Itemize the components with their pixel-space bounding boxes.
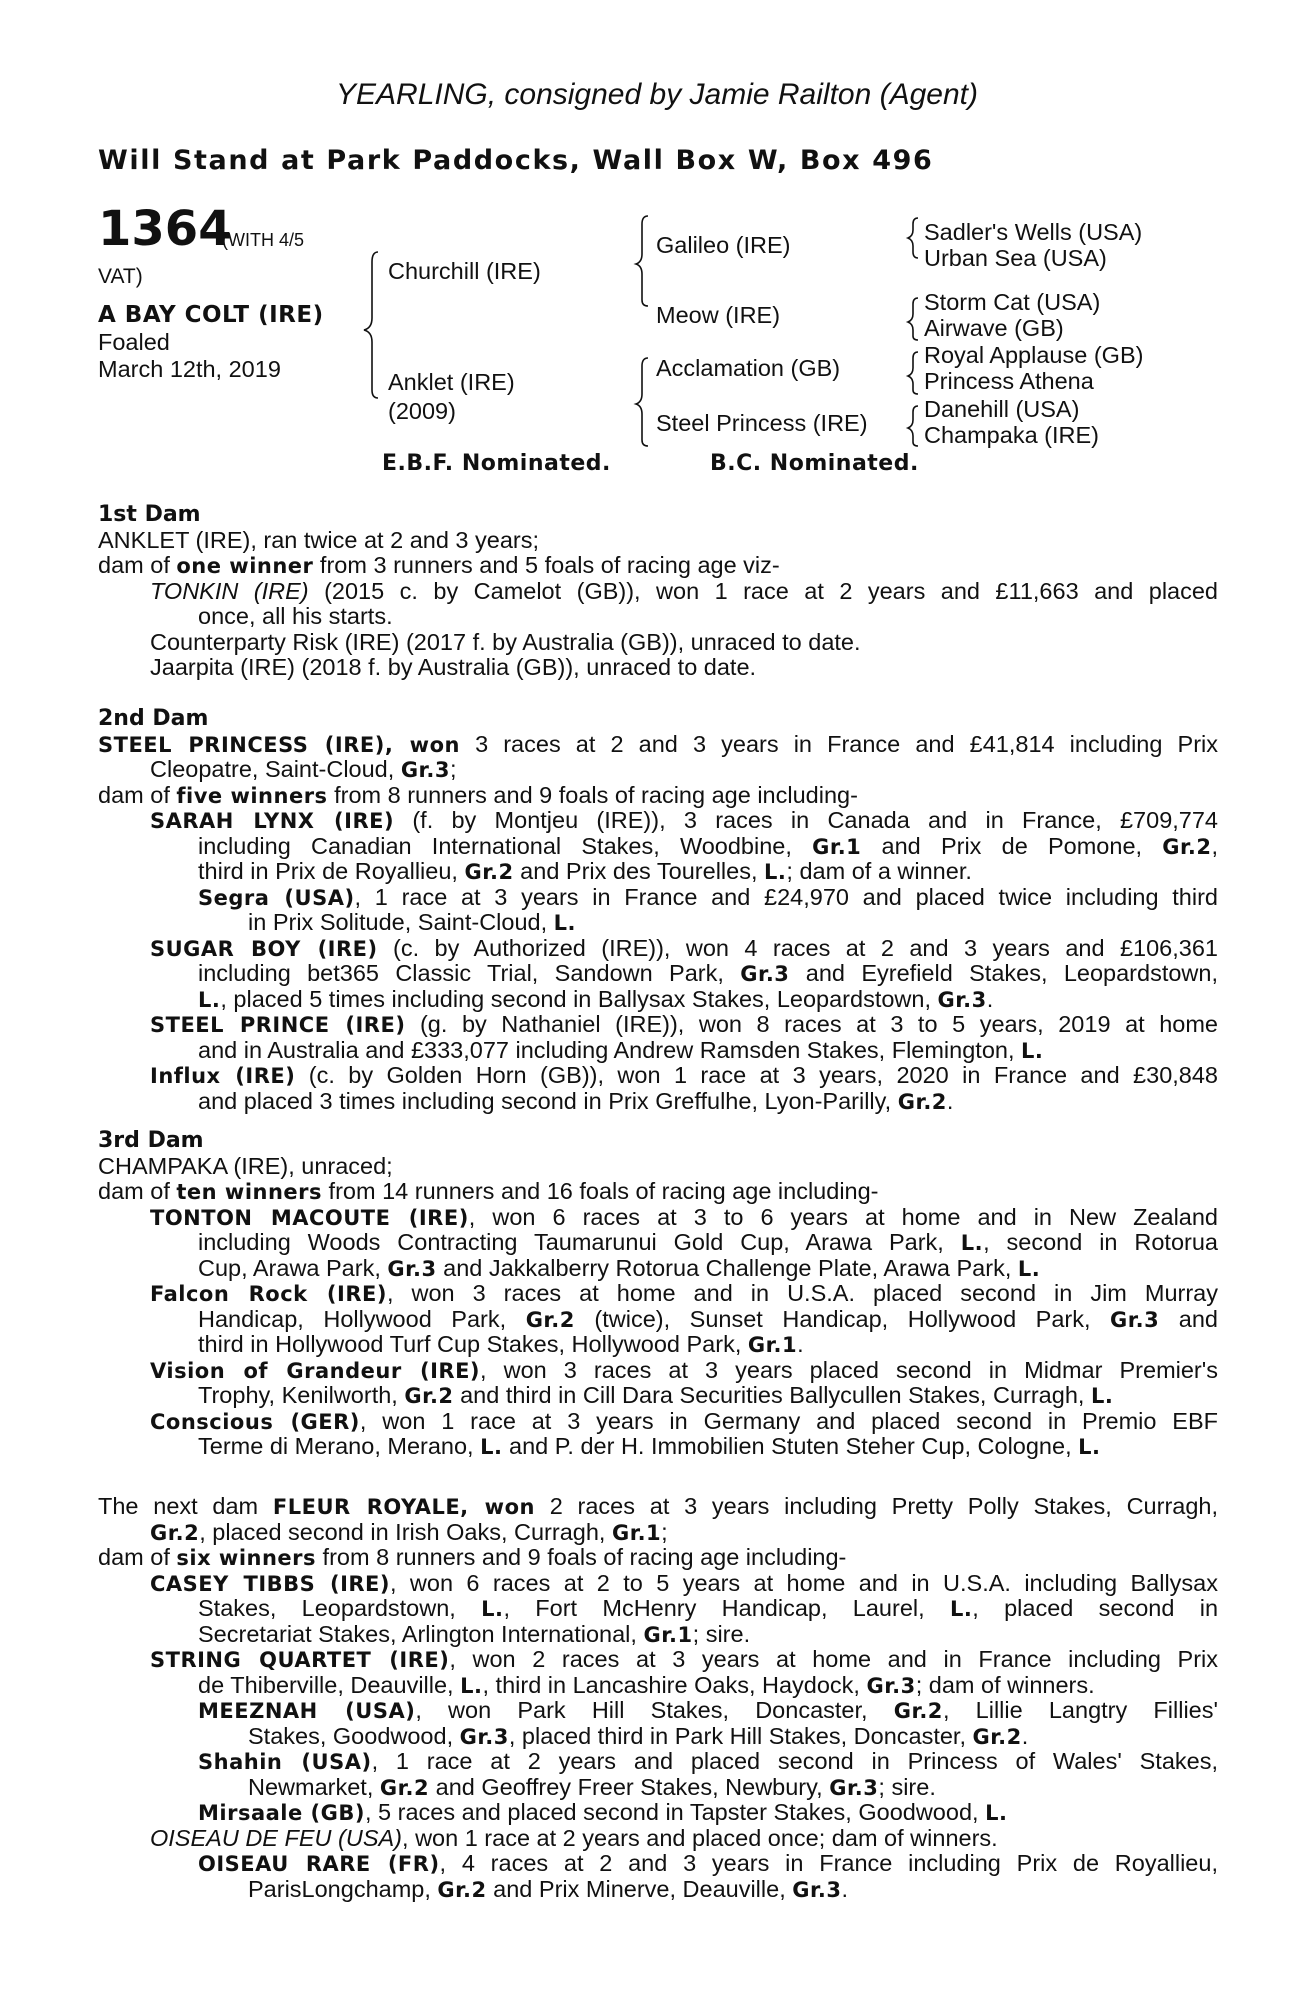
produce-line: including Canadian International Stakes, Woodbine, Gr.1 and Prix de Pomone, Gr.2, <box>198 832 1218 859</box>
produce-line: third in Prix de Royallieu, Gr.2 and Prix des Tourelles, L.; dam of a winner. <box>198 858 972 884</box>
second-dam-line: Cleopatre, Saint-Cloud, Gr.3; <box>150 756 457 782</box>
next-dam-section <box>98 1494 1218 1902</box>
first-dam-foal-line: Counterparty Risk (IRE) (2017 f. by Australia (GB)), unraced to date. <box>150 628 861 655</box>
produce-line: Falcon Rock (IRE), won 3 races at home and in U.S.A. placed second in Jim Murray <box>150 1280 1219 1306</box>
produce-line: STEEL PRINCE (IRE) (g. by Nathaniel (IRE)), won 8 races at 3 to 5 years, 2019 at home <box>150 1011 1218 1037</box>
second-dam-summary: dam of five winners from 8 runners and 9 foals of racing age including- <box>98 781 858 808</box>
brace-ss <box>908 218 918 258</box>
pedigree-sire-dam: Meow (IRE) <box>656 302 781 328</box>
produce-line: de Thiberville, Deauville, L., third in Lancashire Oaks, Haydock, Gr.3; dam of winners. <box>198 1671 1095 1698</box>
produce-line: CASEY TIBBS (IRE), won 6 races at 2 to 5 years at home and in U.S.A. including Ballysax <box>150 1569 1218 1596</box>
first-dam-foal-line: once, all his starts. <box>198 603 393 629</box>
third-dam-line: CHAMPAKA (IRE), unraced; <box>98 1152 393 1179</box>
pedigree-dam-dam: Steel Princess (IRE) <box>656 410 868 436</box>
produce-line: Terme di Merano, Merano, L. and P. der H. Immobilien Stuten Steher Cup, Cologne, L. <box>198 1433 1101 1459</box>
foaled-date: March 12th, 2019 <box>98 356 281 382</box>
next-dam-line: Gr.2, placed second in Irish Oaks, Curragh, Gr.1; <box>150 1518 668 1545</box>
produce-line: and placed 3 times including second in Prix Greffulhe, Lyon-Parilly, Gr.2. <box>198 1087 954 1114</box>
pedigree-dds: Danehill (USA) <box>924 396 1080 422</box>
third-dam-heading: 3rd Dam <box>98 1128 204 1153</box>
produce-line: Vision of Grandeur (IRE), won 3 races at 3 years placed second in Midmar Premier's <box>150 1356 1218 1383</box>
second-dam-heading: 2nd Dam <box>98 706 209 731</box>
stand-location: Will Stand at Park Paddocks, Wall Box W, Box 496 <box>98 145 934 176</box>
produce-line: MEEZNAH (USA), won Park Hill Stakes, Doncaster, Gr.2, Lillie Langtry Fillies' <box>198 1697 1218 1723</box>
first-dam-line: ANKLET (IRE), ran twice at 2 and 3 years; <box>98 526 540 553</box>
produce-line: Stakes, Goodwood, Gr.3, placed third in Park Hill Stakes, Doncaster, Gr.2. <box>248 1722 1029 1749</box>
brace-sd <box>908 298 918 340</box>
brace-dd <box>908 406 918 446</box>
third-dam-section <box>98 1128 1218 1460</box>
pedigree-dam-year: (2009) <box>388 398 456 424</box>
bc-nominated: B.C. Nominated. <box>710 451 919 476</box>
lot-vat-a: (WITH 4/5 <box>222 230 305 250</box>
produce-line: OISEAU DE FEU (USA), won 1 race at 2 years and placed once; dam of winners. <box>150 1824 998 1851</box>
first-dam-heading: 1st Dam <box>98 502 201 527</box>
produce-line: and in Australia and £333,077 including Andrew Ramsden Stakes, Flemington, L. <box>198 1036 1044 1063</box>
brace-dam <box>636 358 648 446</box>
produce-line: STRING QUARTET (IRE), won 2 races at 3 years at home and in France including Prix <box>150 1646 1219 1672</box>
pedigree-sdd: Airwave (GB) <box>924 315 1064 341</box>
pedigree-dsd: Princess Athena <box>924 368 1094 394</box>
second-dam-section <box>98 706 1218 1114</box>
produce-line: third in Hollywood Turf Cup Stakes, Hollywood Park, Gr.1. <box>198 1331 804 1357</box>
pedigree-sss: Sadler's Wells (USA) <box>924 219 1143 245</box>
produce-line: Cup, Arawa Park, Gr.3 and Jakkalberry Rotorua Challenge Plate, Arawa Park, L. <box>198 1254 1041 1281</box>
pedigree-sds: Storm Cat (USA) <box>924 289 1101 315</box>
pedigree-dam-sire: Acclamation (GB) <box>656 355 841 381</box>
produce-line: Secretariat Stakes, Arlington International, Gr.1; sire. <box>198 1620 751 1647</box>
produce-line: Conscious (GER), won 1 race at 3 years in Germany and placed second in Premio EBF <box>150 1407 1219 1434</box>
third-dam-summary: dam of ten winners from 14 runners and 16 foals of racing age including- <box>98 1178 879 1204</box>
foaled-label: Foaled <box>98 329 170 355</box>
pedigree-ddd: Champaka (IRE) <box>924 422 1099 448</box>
first-dam-foal-line: Jaarpita (IRE) (2018 f. by Australia (GB)), unraced to date. <box>150 654 757 680</box>
produce-line: including bet365 Classic Trial, Sandown Park, Gr.3 and Eyrefield Stakes, Leopardstown, <box>198 960 1219 986</box>
produce-line: OISEAU RARE (FR), 4 races at 2 and 3 years in France including Prix de Royallieu, <box>198 1850 1218 1876</box>
produce-line: Influx (IRE) (c. by Golden Horn (GB)), won 1 race at 3 years, 2020 in France and £30,848 <box>150 1062 1219 1088</box>
lot-name: A BAY COLT (IRE) <box>98 302 324 328</box>
ebf-nominated: E.B.F. Nominated. <box>382 451 611 476</box>
brace-main <box>364 252 378 398</box>
produce-line: Trophy, Kenilworth, Gr.2 and third in Cill Dara Securities Ballycullen Stakes, Curragh, L. <box>198 1382 1114 1408</box>
brace-sire <box>636 216 648 306</box>
produce-line: L., placed 5 times including second in Ballysax Stakes, Leopardstown, Gr.3. <box>198 985 994 1012</box>
produce-line: TONTON MACOUTE (IRE), won 6 races at 3 to 6 years at home and in New Zealand <box>150 1203 1218 1230</box>
pedigree-sire-sire: Galileo (IRE) <box>656 232 791 258</box>
produce-line: Stakes, Leopardstown, L., Fort McHenry Handicap, Laurel, L., placed second in <box>198 1595 1219 1621</box>
produce-line: Newmarket, Gr.2 and Geoffrey Freer Stakes, Newbury, Gr.3; sire. <box>248 1773 936 1800</box>
brace-ds <box>908 352 918 394</box>
page-title: YEARLING, consigned by Jamie Railton (Agent) <box>336 78 978 111</box>
produce-line: in Prix Solitude, Saint-Cloud, L. <box>248 909 577 935</box>
second-dam-line: STEEL PRINCESS (IRE), won 3 races at 2 and 3 years in France and £41,814 including Prix <box>98 730 1219 757</box>
first-dam-summary: dam of one winner from 3 runners and 5 foals of racing age viz- <box>98 552 780 578</box>
lot-vat-b: VAT) <box>98 265 143 288</box>
produce-line: SUGAR BOY (IRE) (c. by Authorized (IRE)), won 4 races at 2 and 3 years and £106,361 <box>150 934 1218 961</box>
produce-line: Handicap, Hollywood Park, Gr.2 (twice), Sunset Handicap, Hollywood Park, Gr.3 and <box>198 1305 1218 1332</box>
pedigree-sire: Churchill (IRE) <box>388 258 541 284</box>
produce-line: Shahin (USA), 1 race at 2 years and placed second in Princess of Wales' Stakes, <box>198 1748 1218 1774</box>
first-dam-foal-line: TONKIN (IRE) (2015 c. by Camelot (GB)), won 1 race at 2 years and £11,663 and placed <box>150 577 1218 604</box>
first-dam-section <box>98 502 1218 681</box>
next-dam-line: The next dam FLEUR ROYALE, won 2 races at 3 years including Pretty Polly Stakes, Curragh, <box>98 1493 1219 1519</box>
produce-line: SARAH LYNX (IRE) (f. by Montjeu (IRE)), 3 races in Canada and in France, £709,774 <box>150 807 1219 833</box>
produce-line: ParisLongchamp, Gr.2 and Prix Minerve, Deauville, Gr.3. <box>248 1875 848 1902</box>
produce-line: Segra (USA), 1 race at 3 years in France and £24,970 and placed twice including third <box>198 883 1218 910</box>
pedigree-ssd: Urban Sea (USA) <box>924 245 1107 271</box>
lot-number: 1364 <box>98 201 232 257</box>
produce-line: including Woods Contracting Taumarunui Gold Cup, Arawa Park, L., second in Rotorua <box>198 1229 1219 1255</box>
pedigree-dam: Anklet (IRE) <box>388 369 515 395</box>
pedigree-dss: Royal Applause (GB) <box>924 342 1144 368</box>
next-dam-summary: dam of six winners from 8 runners and 9 foals of racing age including- <box>98 1544 847 1570</box>
produce-line: Mirsaale (GB), 5 races and placed second in Tapster Stakes, Goodwood, L. <box>198 1799 1008 1825</box>
